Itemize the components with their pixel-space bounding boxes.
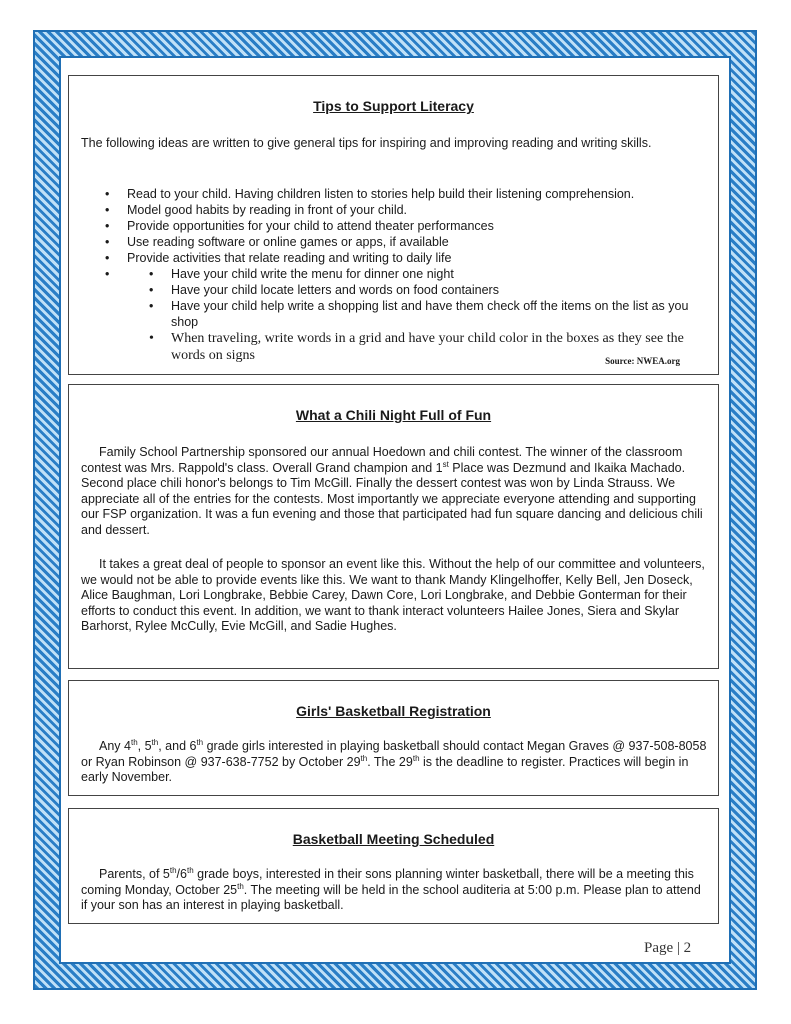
basketball-meeting-section <box>68 808 719 924</box>
superscript: th <box>412 753 420 763</box>
superscript: th <box>186 865 194 875</box>
chili-section <box>68 384 719 669</box>
paragraph-text: , 5 <box>137 739 152 753</box>
list-item: • Use reading software or online games or apps, if available <box>101 234 710 250</box>
list-item: • Have your child locate letters and words on food containers <box>147 282 710 298</box>
paragraph-text: . The 29 <box>367 754 413 769</box>
superscript: th <box>237 881 244 891</box>
girls-basketball-title: Girls' Basketball Registration <box>296 703 491 719</box>
paragraph-text: . The meeting will be held in the school auditeria at 5:00 p.m. Please plan to attend if your son has an interest in playing basketball. <box>81 882 701 912</box>
list-item: • Read to your child. Having children listen to stories help build their listening comprehension. <box>101 186 710 202</box>
source-credit: Source: NWEA.org <box>605 356 680 366</box>
list-item: • When traveling, write words in a grid and have your child color in the boxes as they see the words on signs <box>147 330 710 364</box>
paragraph-text: grade boys, interested in their sons planning winter basketball, there will be a meeting this coming Monday, October 25 <box>81 867 694 897</box>
chili-title: What a Chili Night Full of Fun <box>295 407 492 423</box>
superscript: th <box>130 737 138 747</box>
page-number: Page | 2 <box>644 940 692 956</box>
superscript: th <box>360 753 368 763</box>
superscript: st <box>442 459 449 469</box>
list-item: • Have your child help write a shopping list and have them check off the items on the list as you shop <box>147 298 710 330</box>
list-item: • Provide opportunities for your child to attend theater performances <box>101 218 710 234</box>
superscript: th <box>196 737 204 747</box>
paragraph-text: Family School Partnership sponsored our annual Hoedown and chili contest. The winner of the classroom contest was Mrs. Rappold's class. Overall Grand champion and 1 <box>81 445 683 475</box>
girls-basketball-section <box>68 680 719 796</box>
literacy-section <box>68 75 719 375</box>
paragraph-text: , and 6 <box>158 739 197 753</box>
sublist-container <box>101 266 710 364</box>
chili-paragraph-2: It takes a great deal of people to sponsor an event like this. Without the help of our committee and volunteers, we would not be able to provide events like this. We want to thank Mandy Klingelhoffer, Kelly Bell, Jen Doseck, Alice Baughman, Lori Longbrake, Bebbie Carey, Dawn Core, Lori Longbrake, and Debbie Gonterman for their efforts to conduct this event. In addition, we want to thank interact volunteers Hailee Jones, Siera and Skylar Barhorst, Rylee McCully, Evie McGill, and Sadie Hughes. <box>81 557 705 633</box>
paragraph-text: /6 <box>176 867 187 881</box>
paragraph-text: Parents, of 5 <box>99 867 170 881</box>
list-item: • Provide activities that relate reading and writing to daily life <box>101 250 710 266</box>
paragraph-text: Place was Dezmund and Ikaika Machado. Second place chili honor's belongs to Tim McGill. Finally the dessert contest was won by Linda Strauss. We appreciate all of the entries for the contests. Most importantly we appreciate everyone attending and supporting our FSP organization. It was a fun evening and those that participated had fun square dancing and delicious chili and dessert. <box>81 460 703 537</box>
literacy-list <box>101 186 710 364</box>
superscript: th <box>169 865 177 875</box>
literacy-intro: The following ideas are written to give general tips for inspiring and improving reading and writing skills. <box>81 136 652 150</box>
paragraph-text: is the deadline to register. Practices will begin in early November. <box>81 754 689 784</box>
paragraph-text: grade girls interested in playing basketball should contact Megan Graves @ 937-508-8058 or Ryan Robinson @ 937-638-7752 by October 29 <box>81 739 707 769</box>
chili-paragraph-1 <box>81 445 708 538</box>
paragraph-text: Any 4 <box>99 739 131 753</box>
basketball-meeting-title: Basketball Meeting Scheduled <box>292 831 495 847</box>
superscript: th <box>151 737 159 747</box>
list-item: • Model good habits by reading in front of your child. <box>101 202 710 218</box>
list-item: • • Have your child write the menu for dinner one night <box>147 266 710 282</box>
literacy-title: Tips to Support Literacy <box>313 98 474 114</box>
basketball-meeting-text <box>81 867 708 914</box>
literacy-sublist <box>101 266 710 364</box>
girls-basketball-text <box>81 739 708 786</box>
